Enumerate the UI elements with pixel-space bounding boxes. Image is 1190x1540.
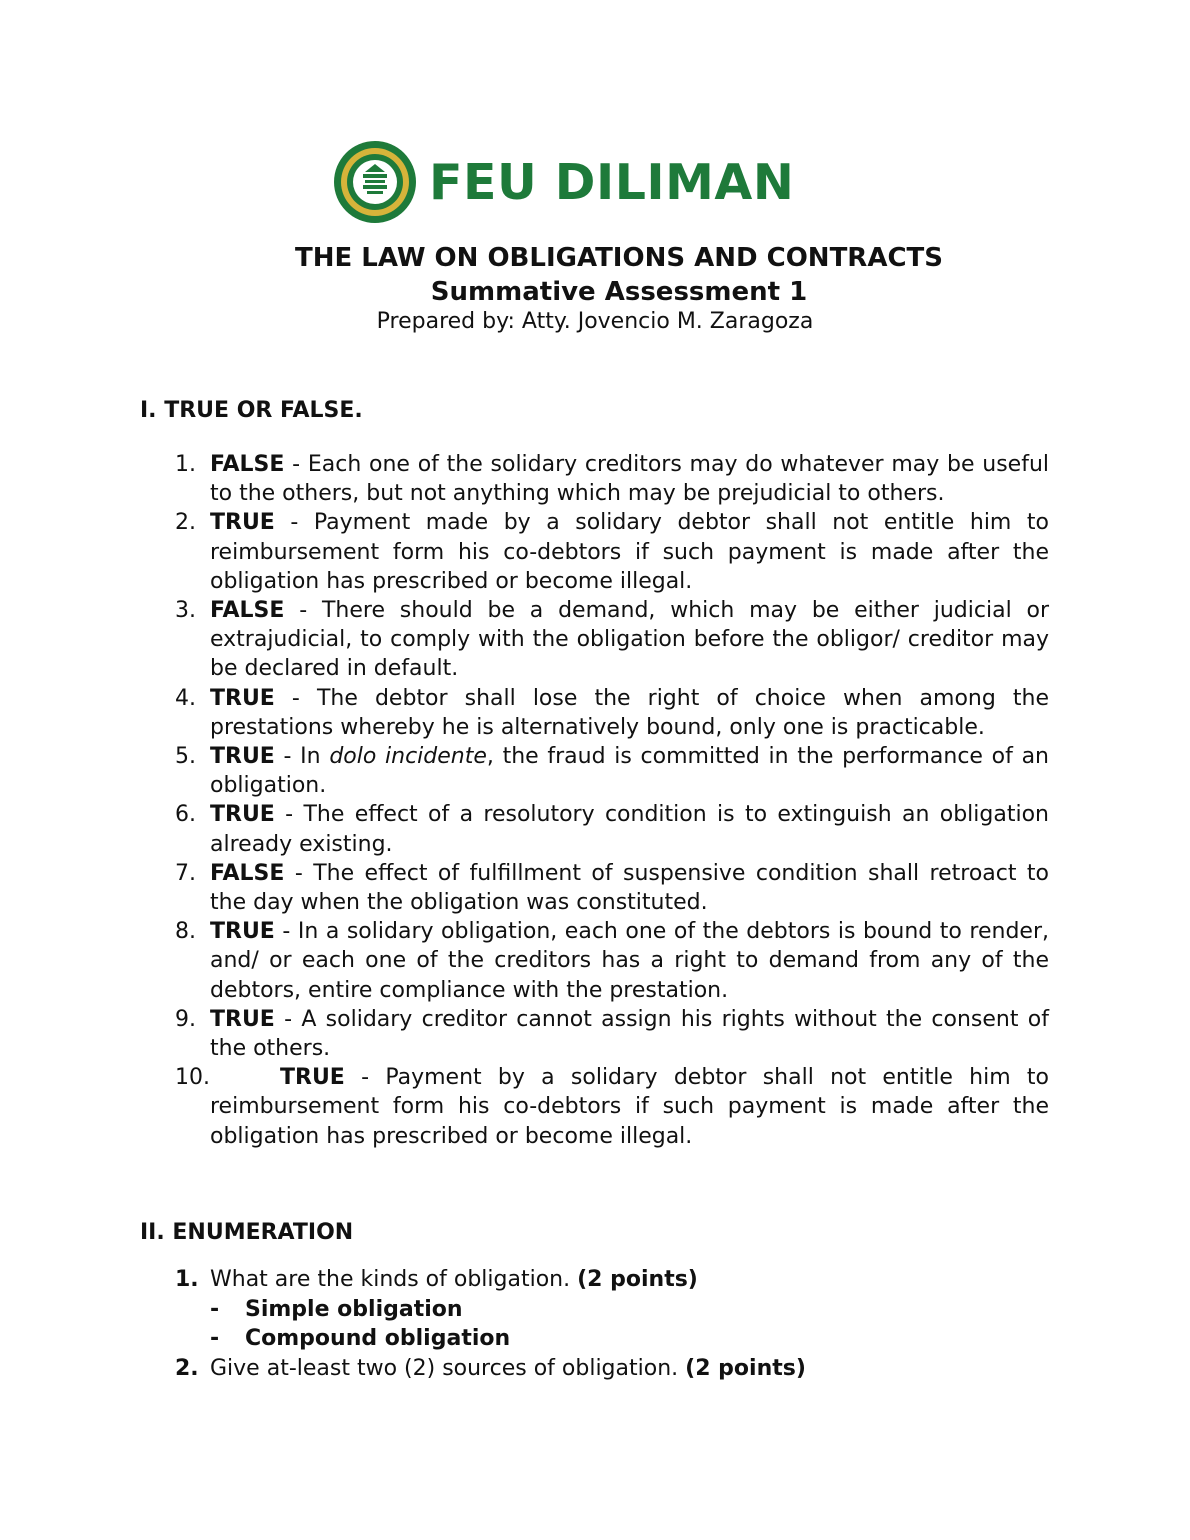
answer-label: TRUE [210,1006,275,1032]
bullet-dash: - [210,1296,220,1322]
document-title: THE LAW ON OBLIGATIONS AND CONTRACTS [294,243,943,273]
item-text [210,1005,1049,1063]
list-item [0,800,1190,858]
item-number: 9. [175,1006,196,1032]
item-number: 6. [175,802,196,828]
statement: - There should be a demand, which may be either judicial or extrajudicial, to comply with the obligation before the obligor/ creditor may be declared in default. [210,598,1049,682]
statement: - The effect of a resolutory condition is to extinguish an obligation already existing. [210,802,1049,857]
answer-label: FALSE [210,452,285,477]
section-heading-enumeration: II. ENUMERATION [140,1220,354,1245]
list-item [0,1063,1190,1151]
feu-diliman-logo [333,140,795,224]
section-heading-true-or-false: I. TRUE OR FALSE. [140,398,363,423]
item-text [210,684,1049,742]
logo-wordmark: FEU DILIMAN [429,154,795,211]
item-text [210,859,1049,917]
item-number: 4. [175,685,196,711]
points-label: (2 points) [685,1355,806,1381]
answer-text: Simple obligation [245,1296,463,1322]
item-number: 1. [175,452,196,477]
item-number: 3. [175,598,196,624]
bullet-dash: - [210,1326,220,1351]
list-item [0,1005,1190,1063]
item-text [210,917,1049,1005]
question-number: 2. [175,1355,199,1381]
enumeration-question [0,1265,1190,1295]
item-number: 7. [175,860,196,886]
enumeration-list [0,1265,1190,1383]
answer-item [0,1295,1190,1325]
question-number: 1. [175,1267,199,1292]
answer-label: TRUE [210,919,275,945]
item-text [210,450,1049,508]
points-label: (2 points) [577,1267,698,1292]
statement: - Payment made by a solidary debtor shall not entitle him to reimbursement form his co-debtors if such payment is made after the obligation has prescribed or become illegal. [210,510,1049,594]
list-item [0,742,1190,800]
item-text [210,800,1049,858]
item-number: 2. [175,510,196,536]
item-number: 5. [175,744,196,770]
feu-seal-icon [333,140,417,224]
item-text [210,596,1049,684]
list-item [0,859,1190,917]
true-false-list [0,450,1190,1151]
answer-label: TRUE [210,510,275,536]
answer-label: TRUE [210,802,275,828]
list-item [0,450,1190,508]
statement: - In a solidary obligation, each one of the debtors is bound to render, and/ or each one of the creditors has a right to demand from any of the debtors, entire compliance with the prestation. [210,919,1049,1003]
statement: - Each one of the solidary creditors may do whatever may be useful to the others, but not anything which may be prejudicial to others. [210,452,1049,507]
statement: - A solidary creditor cannot assign his rights without the consent of the others. [210,1006,1049,1062]
statement-start: - In [274,744,330,770]
question-text [210,1265,698,1295]
list-item [0,596,1190,684]
prepared-by: Prepared by: Atty. Jovencio M. Zaragoza [376,309,814,334]
answer-item [0,1324,1190,1354]
list-item [0,508,1190,596]
statement: - Payment by a solidary debtor shall not entitle him to reimbursement form his co-debtors if such payment is made after the obligation has prescribed or become illegal. [210,1065,1049,1149]
list-item [0,684,1190,742]
item-number: 10. [175,1065,210,1091]
question-prompt: What are the kinds of obligation. [210,1267,578,1292]
answer-label: FALSE [210,598,285,624]
question-text [210,1354,806,1384]
question-prompt: Give at-least two (2) sources of obligation. [210,1355,686,1381]
statement: - The debtor shall lose the right of choice when among the prestations whereby he is alternatively bound, only one is practicable. [210,685,1049,740]
item-number: 8. [175,919,196,945]
answer-label: TRUE [210,744,275,770]
answer-label: FALSE [210,860,285,886]
answer-text: Compound obligation [245,1326,511,1351]
latin-term: dolo incidente [329,744,487,770]
enumeration-question [0,1354,1190,1384]
answer-label: TRUE [210,685,275,711]
statement-end: , the fraud is committed in the performance of an obligation. [210,744,1049,799]
list-item [0,917,1190,1005]
statement: - The effect of fulfillment of suspensive condition shall retroact to the day when the obligation was constituted. [210,860,1049,916]
document-subtitle: Summative Assessment 1 [430,277,808,307]
item-text [210,1063,1049,1151]
answer-label: TRUE [280,1065,345,1091]
item-text [210,742,1049,800]
item-text [210,508,1049,596]
